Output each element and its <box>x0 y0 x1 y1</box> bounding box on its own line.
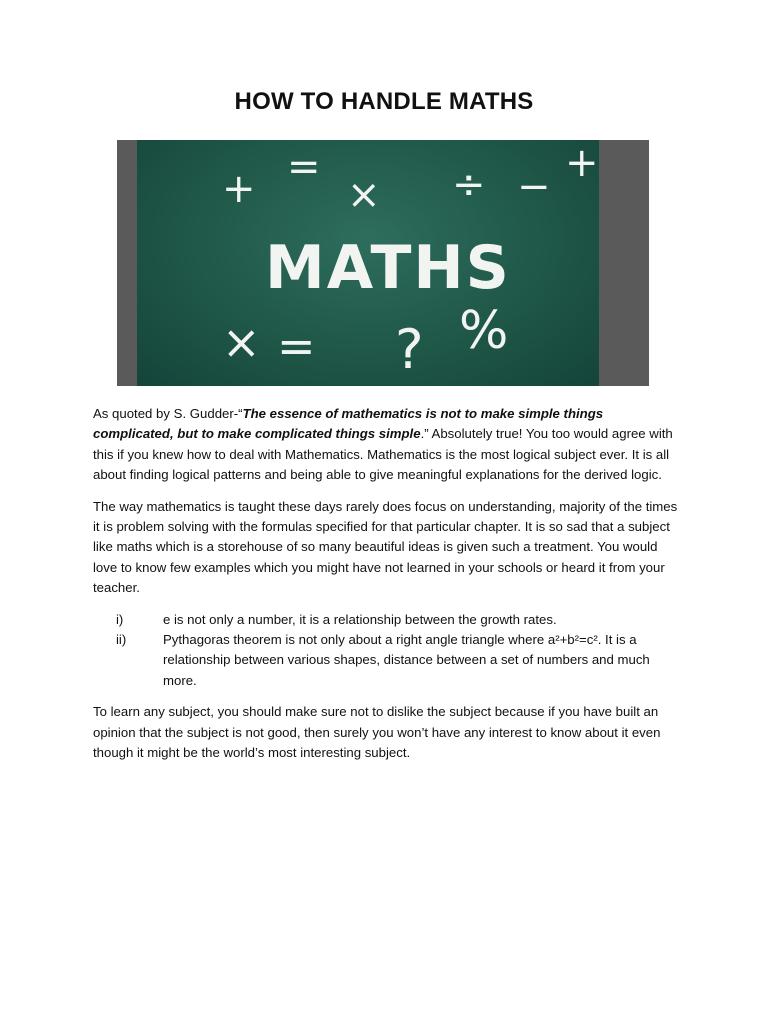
list-number: i) <box>116 611 124 627</box>
intro-paragraph <box>93 404 683 486</box>
list-text: e is not only a number, it is a relationship between the growth rates. <box>163 611 557 627</box>
conclusion-paragraph: To learn any subject, you should make sure not to dislike the subject because if you have built an opinion that the subject is not good, then surely you won’t have any interest to know about it even though it might be the world’s most interesting subject. <box>93 704 661 761</box>
chalkboard <box>137 140 599 386</box>
chalk-symbol: = <box>277 319 316 373</box>
quote-attribution: As quoted by S. Gudder-“ <box>93 406 243 421</box>
chalkboard-drawing <box>137 140 599 386</box>
chalk-symbol: = <box>287 144 321 190</box>
chalk-word: MATHS <box>265 233 511 303</box>
chalk-symbol: − <box>517 164 551 210</box>
list-number: ii) <box>116 632 127 648</box>
teaching-paragraph: The way mathematics is taught these days rarely does focus on understanding, majority of the times it is problem solving with the formulas specified for that particular chapter. It is so sad that a subject like maths which is a storehouse of so many beautiful ideas is given such a treatment. You would love to know few examples which you might have not learned in your schools or heard it from your teacher. <box>93 498 678 596</box>
chalk-symbol: + <box>565 140 599 186</box>
list-item <box>93 610 683 630</box>
chalk-symbol: % <box>459 301 509 361</box>
chalk-symbol: ? <box>395 318 424 381</box>
article-body <box>93 404 683 775</box>
intro-text: .” Absolutely true! You too would agree with this if you knew how to deal with Mathematics. Mathematics is the most logical subject ever. It is all about finding logical patterns and being able to give meaningful explanations for the derived logic. <box>93 426 673 483</box>
page-title: HOW TO HANDLE MATHS <box>234 88 534 115</box>
examples-list <box>93 610 683 692</box>
chalk-symbol: + <box>222 166 256 212</box>
chalk-symbol: × <box>222 315 261 369</box>
chalk-symbol: × <box>347 172 381 218</box>
maths-chalkboard-image <box>117 140 649 386</box>
list-item <box>93 630 683 691</box>
chalk-symbol: ÷ <box>452 162 486 208</box>
quote-text: The essence of mathematics is not to make simple things complicated, but to make complicated things simple <box>93 406 604 442</box>
list-text: Pythagoras theorem is not only about a right angle triangle where a²+b²=c². It is a relationship between various shapes, distance between a set of numbers and much more. <box>163 632 650 688</box>
